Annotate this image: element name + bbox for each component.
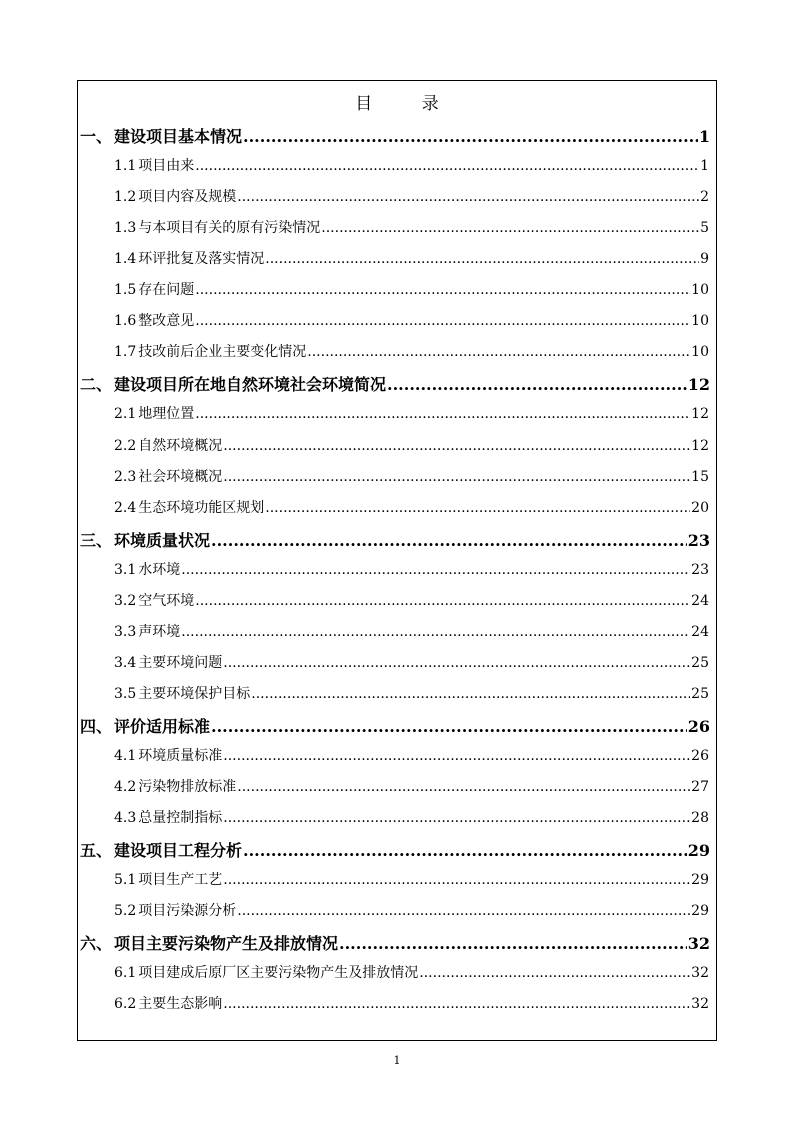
toc-entry-label bbox=[114, 683, 250, 703]
toc-entry-page: 24 bbox=[691, 592, 709, 609]
toc-section-entry[interactable] bbox=[114, 497, 709, 517]
toc-entry-page: 29 bbox=[691, 903, 709, 920]
toc-section-entry[interactable] bbox=[114, 217, 709, 237]
toc-entry-text: 项目内容及规模 bbox=[138, 189, 237, 206]
toc-entry-text: 主要环境问题 bbox=[138, 654, 223, 671]
toc-entry-text: 声环境 bbox=[138, 623, 181, 640]
toc-entry-number: 二、 bbox=[80, 375, 113, 395]
toc-section-entry[interactable] bbox=[114, 310, 709, 330]
toc-entry-text: 社会环境概况 bbox=[138, 468, 223, 485]
toc-entry-label bbox=[114, 993, 222, 1013]
toc-entry-label bbox=[114, 590, 194, 610]
toc-entry-text: 存在问题 bbox=[138, 282, 195, 299]
toc-dot-leader bbox=[181, 562, 690, 578]
toc-entry-page: 1 bbox=[698, 127, 710, 146]
toc-dot-leader bbox=[251, 686, 690, 702]
toc-dot-leader bbox=[419, 965, 690, 981]
toc-entry-label bbox=[114, 279, 194, 299]
toc-entry-page: 28 bbox=[691, 810, 709, 827]
toc-entry-number: 5.2 bbox=[114, 903, 137, 920]
toc-entry-text: 项目主要污染物产生及排放情况 bbox=[114, 934, 339, 954]
toc-dot-leader bbox=[223, 655, 690, 671]
toc-entry-page: 26 bbox=[691, 748, 709, 764]
toc-entry-page: 10 bbox=[691, 344, 709, 361]
toc-entry-label bbox=[80, 124, 242, 147]
toc-entry-text: 与本项目有关的原有污染情况 bbox=[138, 220, 321, 237]
toc-entry-label bbox=[114, 807, 222, 827]
toc-chapter-entry[interactable] bbox=[80, 528, 710, 551]
toc-dot-leader bbox=[211, 717, 687, 736]
toc-entry-text: 建设项目工程分析 bbox=[114, 841, 243, 861]
toc-chapter-entry[interactable] bbox=[80, 931, 710, 954]
toc-section-entry[interactable] bbox=[114, 341, 709, 361]
toc-entry-page: 32 bbox=[687, 934, 710, 954]
toc-section-entry[interactable] bbox=[114, 248, 709, 268]
toc-dot-leader bbox=[243, 127, 698, 146]
toc-dot-leader bbox=[223, 872, 690, 888]
toc-entry-page: 29 bbox=[691, 872, 709, 889]
toc-entry-label bbox=[114, 403, 194, 423]
toc-frame bbox=[77, 80, 717, 1041]
toc-entry-number: 5.1 bbox=[114, 872, 137, 889]
toc-dot-leader bbox=[181, 624, 690, 640]
toc-chapter-entry[interactable] bbox=[80, 838, 710, 861]
toc-entry-number: 4.2 bbox=[114, 779, 137, 796]
toc-dot-leader bbox=[243, 841, 687, 860]
toc-entry-number: 1.3 bbox=[114, 220, 137, 237]
toc-entry-page: 25 bbox=[691, 685, 709, 702]
toc-entry-number: 6.1 bbox=[114, 965, 137, 982]
toc-entry-page: 15 bbox=[691, 468, 709, 485]
toc-dot-leader bbox=[223, 996, 690, 1012]
toc-entry-text: 环境质量标准 bbox=[138, 748, 223, 764]
toc-entry-label bbox=[114, 497, 264, 517]
toc-entry-label bbox=[114, 186, 236, 206]
toc-entry-page: 23 bbox=[687, 530, 710, 550]
toc-section-entry[interactable] bbox=[114, 807, 709, 827]
toc-entry-text: 自然环境概况 bbox=[138, 437, 223, 454]
toc-entry-number: 2.2 bbox=[114, 437, 137, 454]
page-number: 1 bbox=[393, 1054, 401, 1067]
toc-entry-number: 1.2 bbox=[114, 189, 137, 206]
toc-entry-label bbox=[114, 559, 180, 579]
toc-entry-page: 26 bbox=[687, 716, 710, 736]
toc-entry-page: 32 bbox=[691, 996, 709, 1013]
toc-entry-number: 4.1 bbox=[114, 748, 137, 764]
toc-entry-number: 六、 bbox=[80, 934, 113, 954]
toc-entry-number: 一、 bbox=[80, 127, 113, 146]
toc-entry-text: 建设项目所在地自然环境社会环境简况 bbox=[114, 375, 387, 395]
toc-entry-label bbox=[80, 528, 210, 551]
toc-entry-label bbox=[114, 962, 418, 982]
toc-dot-leader bbox=[237, 189, 699, 205]
toc-entry-text: 项目污染源分析 bbox=[138, 903, 237, 920]
toc-entry-text: 主要生态影响 bbox=[138, 996, 223, 1013]
toc-entry-text: 项目建成后原厂区主要污染物产生及排放情况 bbox=[138, 965, 419, 982]
toc-entry-number: 1.6 bbox=[114, 313, 137, 330]
toc-section-entry[interactable] bbox=[114, 776, 709, 796]
toc-section-entry[interactable] bbox=[114, 683, 709, 703]
toc-dot-leader bbox=[195, 406, 690, 422]
toc-entry-page: 20 bbox=[691, 499, 709, 516]
toc-section-entry[interactable] bbox=[114, 993, 709, 1013]
toc-entry-page: 29 bbox=[687, 841, 710, 861]
toc-entry-page: 1 bbox=[700, 158, 709, 175]
toc-section-entry[interactable] bbox=[114, 403, 709, 423]
toc-entry-number: 三、 bbox=[80, 530, 113, 550]
toc-title: 目 录 bbox=[355, 94, 461, 114]
toc-entry-page: 12 bbox=[691, 437, 709, 454]
toc-section-entry[interactable] bbox=[114, 466, 709, 486]
toc-dot-leader bbox=[223, 469, 690, 485]
toc-entry-page: 10 bbox=[691, 313, 709, 330]
toc-section-entry[interactable] bbox=[114, 900, 709, 920]
toc-entry-page: 32 bbox=[691, 965, 709, 982]
toc-entry-text: 污染物排放标准 bbox=[138, 779, 237, 796]
toc-entry-label bbox=[114, 155, 194, 175]
toc-entry-text: 生态环境功能区规划 bbox=[138, 499, 265, 516]
toc-chapter-entry[interactable] bbox=[80, 714, 710, 737]
toc-dot-leader bbox=[195, 313, 690, 329]
toc-entry-text: 总量控制指标 bbox=[138, 810, 223, 827]
toc-section-entry[interactable] bbox=[114, 559, 709, 579]
toc-entry-label bbox=[114, 217, 320, 237]
toc-entry-number: 2.3 bbox=[114, 468, 137, 485]
toc-entry-text: 水环境 bbox=[138, 561, 181, 578]
toc-entry-number: 3.2 bbox=[114, 592, 137, 609]
toc-entry-label bbox=[114, 310, 194, 330]
toc-entry-label bbox=[80, 714, 210, 737]
toc-dot-leader bbox=[211, 531, 687, 550]
toc-entry-label bbox=[114, 776, 236, 796]
toc-entry-label bbox=[114, 652, 222, 672]
toc-dot-leader bbox=[339, 934, 687, 953]
toc-entry-text: 地理位置 bbox=[138, 406, 195, 423]
toc-entry-text: 评价适用标准 bbox=[114, 716, 211, 736]
toc-entry-text: 环评批复及落实情况 bbox=[138, 251, 265, 268]
toc-entry-text: 建设项目基本情况 bbox=[114, 127, 243, 146]
toc-entry-page: 2 bbox=[700, 189, 709, 206]
toc-chapter-entry[interactable] bbox=[80, 124, 710, 147]
toc-entry-page: 25 bbox=[691, 654, 709, 671]
toc-section-entry[interactable] bbox=[114, 435, 709, 455]
toc-dot-leader bbox=[195, 158, 699, 174]
toc-dot-leader bbox=[237, 903, 690, 919]
toc-section-entry[interactable] bbox=[114, 155, 709, 175]
toc-entry-text: 整改意见 bbox=[138, 313, 195, 330]
toc-entry-label bbox=[114, 621, 180, 641]
toc-section-entry[interactable] bbox=[114, 621, 709, 641]
toc-dot-leader bbox=[387, 375, 687, 394]
toc-entry-page: 24 bbox=[691, 623, 709, 640]
toc-entry-page: 27 bbox=[691, 779, 709, 796]
toc-section-entry[interactable] bbox=[114, 590, 709, 610]
toc-entry-page: 23 bbox=[691, 561, 709, 578]
toc-section-entry[interactable] bbox=[114, 962, 709, 982]
toc-entry-number: 1.7 bbox=[114, 344, 137, 361]
toc-dot-leader bbox=[321, 220, 699, 236]
toc-entry-page: 12 bbox=[687, 375, 710, 395]
toc-entry-number: 3.4 bbox=[114, 654, 137, 671]
toc-entry-text: 环境质量状况 bbox=[114, 530, 211, 550]
toc-section-entry[interactable] bbox=[114, 745, 709, 765]
toc-entry-text: 空气环境 bbox=[138, 592, 195, 609]
toc-entry-text: 技改前后企业主要变化情况 bbox=[138, 344, 307, 361]
toc-dot-leader bbox=[195, 282, 690, 298]
toc-section-entry[interactable] bbox=[114, 869, 709, 889]
toc-entry-label bbox=[114, 745, 222, 765]
toc-section-entry[interactable] bbox=[114, 279, 709, 299]
toc-entry-number: 四、 bbox=[80, 716, 113, 736]
toc-dot-leader bbox=[237, 779, 690, 795]
toc-entry-page: 12 bbox=[691, 406, 709, 423]
toc-entry-number: 2.1 bbox=[114, 406, 137, 423]
toc-entry-number: 2.4 bbox=[114, 499, 137, 516]
toc-entry-text: 主要环境保护目标 bbox=[138, 685, 251, 702]
toc-entry-label bbox=[114, 900, 236, 920]
toc-entry-label bbox=[80, 838, 242, 861]
toc-entry-number: 3.3 bbox=[114, 623, 137, 640]
toc-entry-number: 1.5 bbox=[114, 282, 137, 299]
toc-entry-number: 五、 bbox=[80, 841, 113, 861]
toc-entry-label bbox=[114, 466, 222, 486]
toc-entry-label bbox=[80, 931, 338, 954]
toc-dot-leader bbox=[223, 748, 690, 764]
toc-section-entry[interactable] bbox=[114, 186, 709, 206]
toc-entry-number: 3.5 bbox=[114, 685, 137, 702]
toc-entry-number: 3.1 bbox=[114, 561, 137, 578]
toc-dot-leader bbox=[307, 344, 690, 360]
toc-entry-text: 项目生产工艺 bbox=[138, 872, 223, 889]
toc-entry-label bbox=[114, 248, 264, 268]
toc-entry-label bbox=[114, 435, 222, 455]
toc-chapter-entry[interactable] bbox=[80, 372, 710, 395]
toc-entry-number: 6.2 bbox=[114, 996, 137, 1013]
toc-section-entry[interactable] bbox=[114, 652, 709, 672]
toc-dot-leader bbox=[195, 593, 690, 609]
toc-dot-leader bbox=[265, 500, 690, 516]
toc-entry-number: 1.1 bbox=[114, 158, 137, 175]
toc-entry-label bbox=[114, 869, 222, 889]
toc-entry-number: 4.3 bbox=[114, 810, 137, 827]
toc-dot-leader bbox=[223, 438, 690, 454]
toc-dot-leader bbox=[223, 810, 690, 826]
toc-entry-page: 9 bbox=[700, 251, 709, 268]
toc-entry-page: 5 bbox=[700, 220, 709, 237]
toc-entry-label bbox=[114, 341, 306, 361]
toc-entry-number: 1.4 bbox=[114, 251, 137, 268]
toc-dot-leader bbox=[265, 251, 699, 267]
toc-entry-label bbox=[80, 372, 386, 395]
toc-entry-text: 项目由来 bbox=[138, 158, 195, 175]
toc-entry-page: 10 bbox=[691, 282, 709, 299]
